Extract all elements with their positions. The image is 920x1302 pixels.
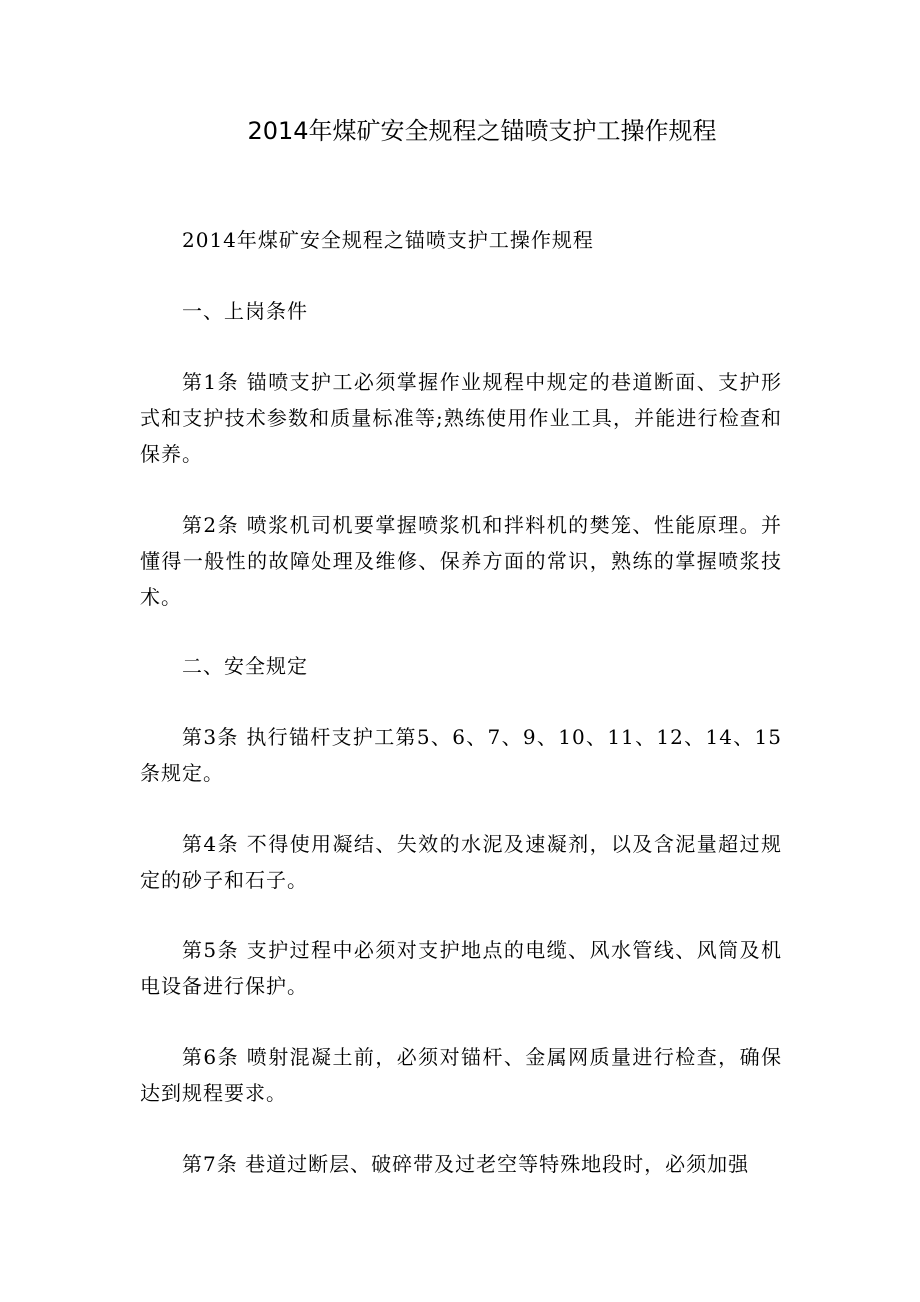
article-7: 第7条 巷道过断层、破碎带及过老空等特殊地段时，必须加强 (182, 1152, 750, 1176)
paragraph-subtitle: 2014年煤矿安全规程之锚喷支护工操作规程 (182, 228, 594, 252)
article-2: 第2条 喷浆机司机要掌握喷浆机和拌料机的樊笼、性能原理。并懂得一般性的故障处理及维修、保养方面的常识，熟练的掌握喷浆技术。 (140, 513, 782, 609)
section-heading-2: 二、安全规定 (182, 654, 308, 678)
section-heading-1: 一、上岗条件 (182, 299, 308, 323)
document-title: 2014年煤矿安全规程之锚喷支护工操作规程 (247, 117, 717, 145)
article-1: 第1条 锚喷支护工必须掌握作业规程中规定的巷道断面、支护形式和支护技术参数和质量标准等;熟练使用作业工具，并能进行检查和保养。 (140, 370, 782, 466)
article-3: 第3条 执行锚杆支护工第5、6、7、9、10、11、12、14、15条规定。 (140, 725, 782, 785)
article-4: 第4条 不得使用凝结、失效的水泥及速凝剂，以及含泥量超过规定的砂子和石子。 (140, 832, 782, 892)
article-6: 第6条 喷射混凝土前，必须对锚杆、金属网质量进行检查，确保达到规程要求。 (140, 1045, 782, 1105)
article-5: 第5条 支护过程中必须对支护地点的电缆、风水管线、风筒及机电设备进行保护。 (140, 938, 782, 998)
